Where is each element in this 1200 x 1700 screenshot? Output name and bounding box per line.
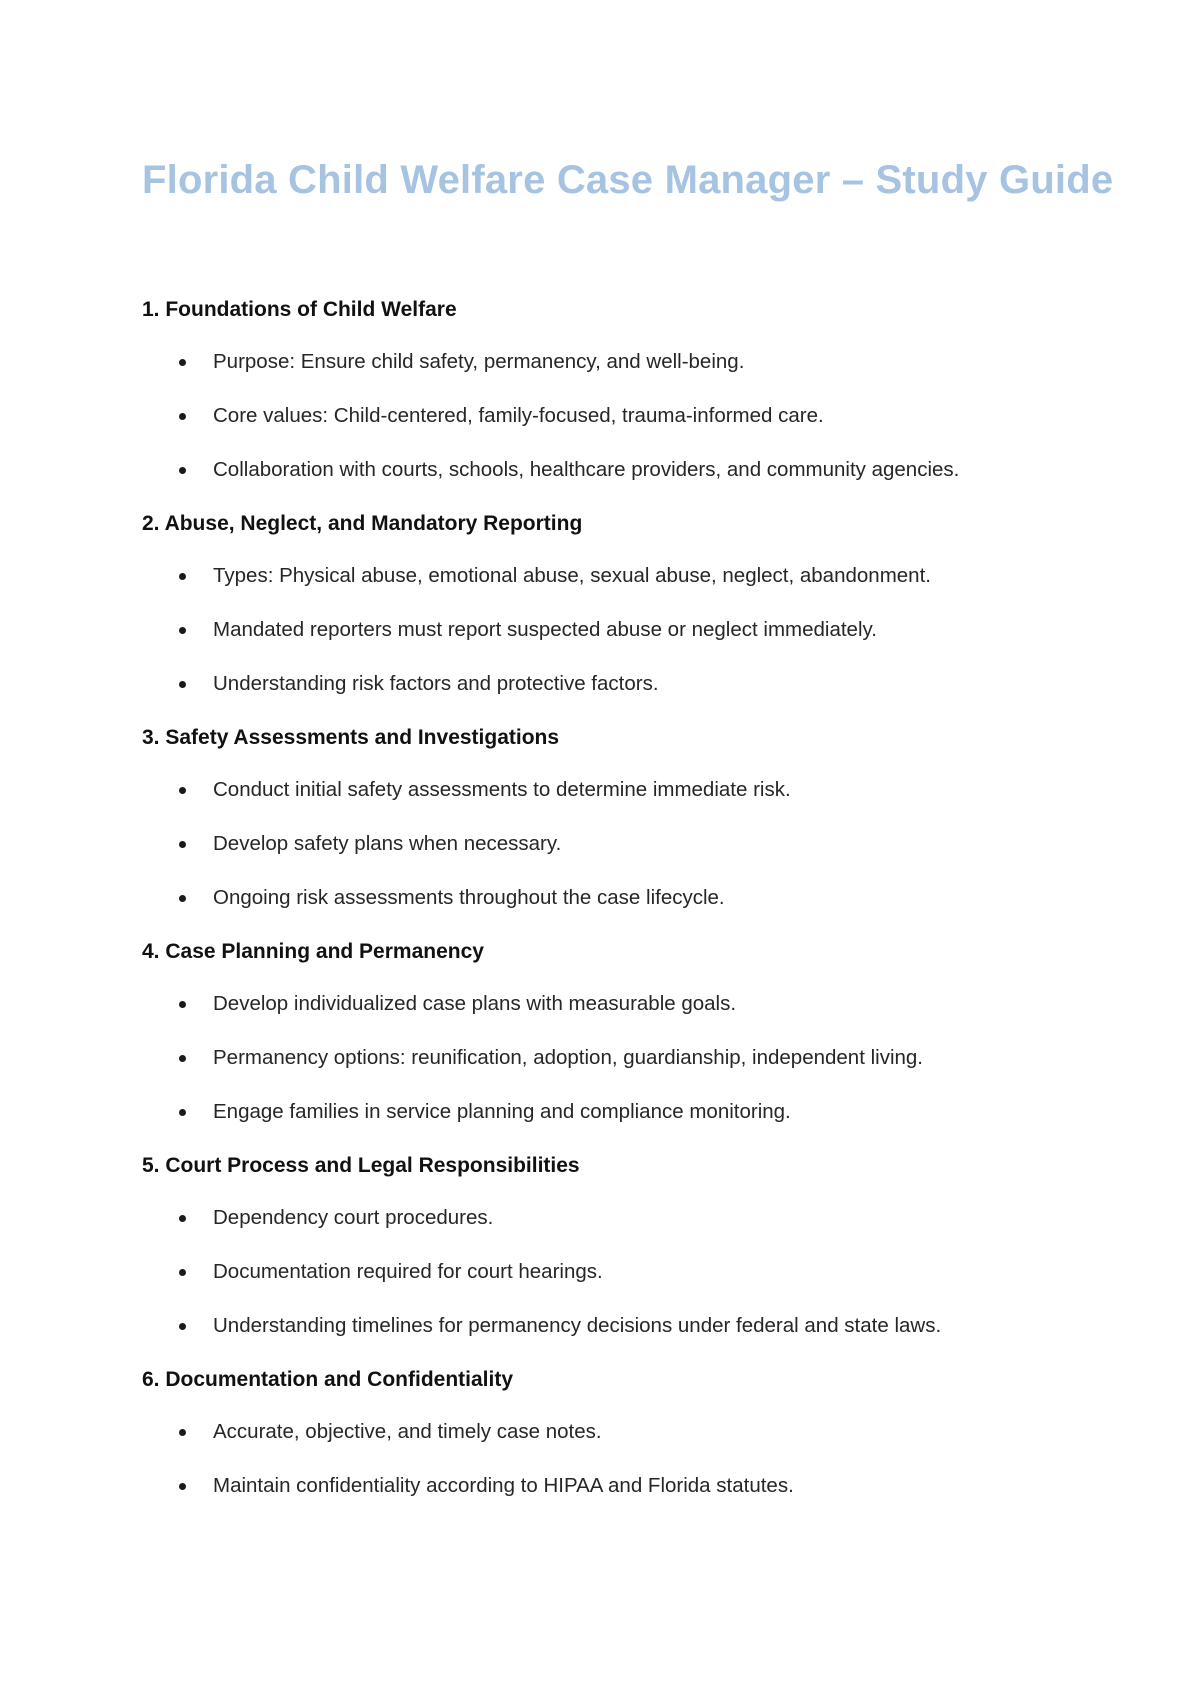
bullet-icon — [179, 895, 186, 902]
section-heading: 6. Documentation and Confidentiality — [142, 1368, 514, 1391]
list-item-text: Permanency options: reunification, adoption, guardianship, independent living. — [213, 1046, 924, 1069]
list-item — [142, 826, 1102, 862]
bullet-list — [142, 772, 1102, 916]
list-item — [142, 986, 1102, 1022]
list-item-text: Documentation required for court hearings. — [213, 1260, 603, 1283]
section-heading: 2. Abuse, Neglect, and Mandatory Reporting — [142, 512, 583, 535]
bullet-icon — [179, 1215, 186, 1222]
bullet-icon — [179, 467, 186, 474]
list-item — [142, 1468, 1102, 1504]
bullet-icon — [179, 841, 186, 848]
list-item — [142, 1308, 1102, 1344]
list-item-text: Maintain confidentiality according to HIPAA and Florida statutes. — [213, 1474, 794, 1497]
document-body — [142, 292, 1102, 1522]
bullet-icon — [179, 1429, 186, 1436]
bullet-list — [142, 1414, 1102, 1504]
list-item — [142, 612, 1102, 648]
section-court-process — [142, 1148, 1102, 1344]
bullet-list — [142, 344, 1102, 488]
section-heading: 3. Safety Assessments and Investigations — [142, 726, 560, 749]
list-item — [142, 558, 1102, 594]
list-item — [142, 880, 1102, 916]
list-item-text: Understanding timelines for permanency decisions under federal and state laws. — [213, 1314, 942, 1337]
bullet-icon — [179, 413, 186, 420]
section-case-planning — [142, 934, 1102, 1130]
list-item-text: Core values: Child-centered, family-focused, trauma-informed care. — [213, 404, 824, 427]
bullet-list — [142, 558, 1102, 702]
list-item — [142, 1094, 1102, 1130]
list-item — [142, 1040, 1102, 1076]
section-safety-assessments — [142, 720, 1102, 916]
list-item-text: Types: Physical abuse, emotional abuse, sexual abuse, neglect, abandonment. — [213, 564, 931, 587]
list-item-text: Develop individualized case plans with measurable goals. — [213, 992, 737, 1015]
list-item-text: Engage families in service planning and compliance monitoring. — [213, 1100, 791, 1123]
bullet-icon — [179, 1055, 186, 1062]
list-item-text: Purpose: Ensure child safety, permanency, and well-being. — [213, 350, 745, 373]
list-item-text: Accurate, objective, and timely case notes. — [213, 1420, 602, 1443]
list-item — [142, 1254, 1102, 1290]
bullet-icon — [179, 1323, 186, 1330]
bullet-icon — [179, 573, 186, 580]
section-abuse-neglect — [142, 506, 1102, 702]
bullet-icon — [179, 1269, 186, 1276]
list-item — [142, 1414, 1102, 1450]
list-item — [142, 666, 1102, 702]
section-heading: 1. Foundations of Child Welfare — [142, 298, 457, 321]
bullet-icon — [179, 787, 186, 794]
bullet-icon — [179, 627, 186, 634]
section-foundations — [142, 292, 1102, 488]
list-item-text: Understanding risk factors and protective factors. — [213, 672, 659, 695]
list-item-text: Dependency court procedures. — [213, 1206, 494, 1229]
bullet-list — [142, 1200, 1102, 1344]
list-item-text: Ongoing risk assessments throughout the case lifecycle. — [213, 886, 725, 909]
section-heading: 5. Court Process and Legal Responsibilities — [142, 1154, 580, 1177]
list-item — [142, 1200, 1102, 1236]
list-item — [142, 772, 1102, 808]
list-item — [142, 398, 1102, 434]
list-item-text: Mandated reporters must report suspected abuse or neglect immediately. — [213, 618, 877, 641]
bullet-icon — [179, 359, 186, 366]
list-item-text: Conduct initial safety assessments to determine immediate risk. — [213, 778, 791, 801]
list-item — [142, 344, 1102, 380]
bullet-icon — [179, 1109, 186, 1116]
list-item-text: Collaboration with courts, schools, healthcare providers, and community agencies. — [213, 458, 960, 481]
list-item — [142, 452, 1102, 488]
bullet-list — [142, 986, 1102, 1130]
document-title: Florida Child Welfare Case Manager – Study Guide — [142, 158, 1114, 202]
bullet-icon — [179, 681, 186, 688]
section-documentation — [142, 1362, 1102, 1504]
bullet-icon — [179, 1483, 186, 1490]
bullet-icon — [179, 1001, 186, 1008]
section-heading: 4. Case Planning and Permanency — [142, 940, 484, 963]
list-item-text: Develop safety plans when necessary. — [213, 832, 562, 855]
